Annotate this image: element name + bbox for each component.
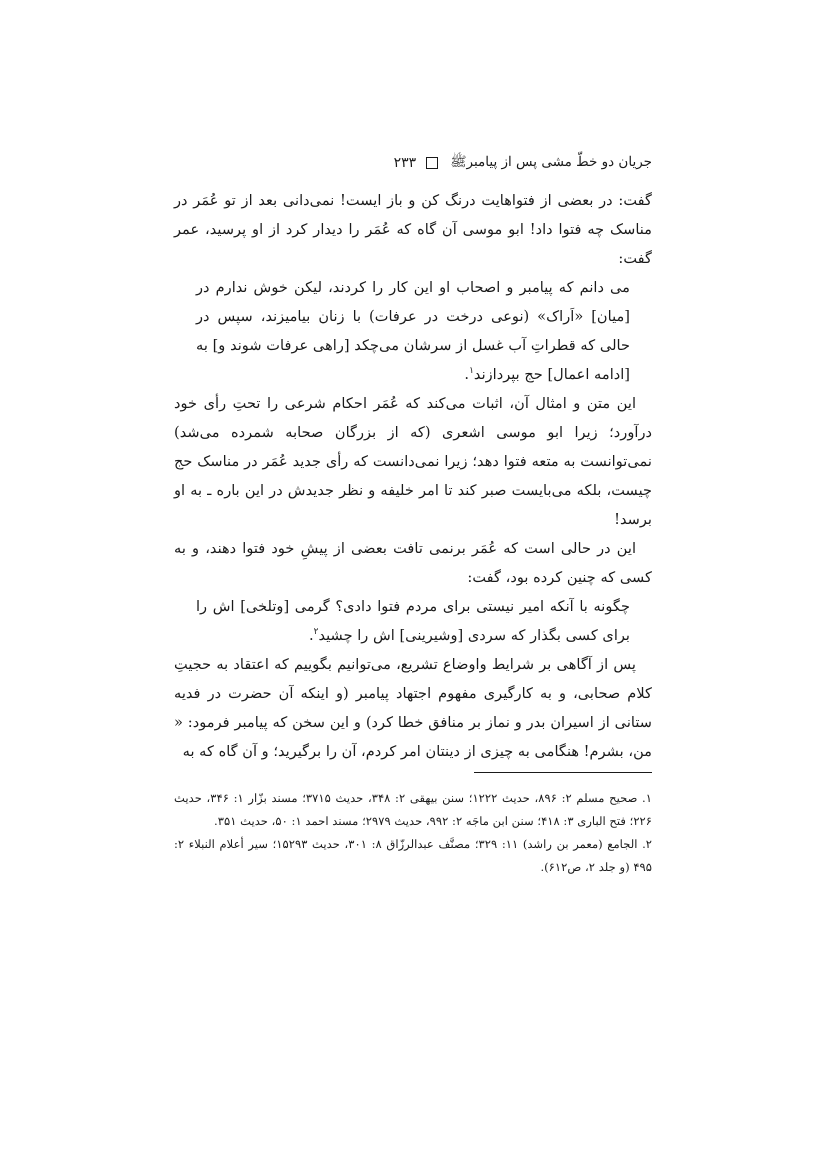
paragraph-1: گفت: در بعضی از فتواهایت درنگ کن و باز ایست! نمی‌دانی بعد از تو عُمَر در مناسک چه فتوا داد! ابو موسی آن گاه که عُمَر را دیدار کرد از او پرسید، عمر گفت: (174, 192, 652, 267)
paragraph-4: پس از آگاهی بر شرایط واوضاع تشریع، می‌توانیم بگوییم که اعتقاد به حجیتِ کلام صحابی، و به کارگیری مفهوم اجتهاد پیامبر (و اینکه آن حضرت در فدیه ستانی از اسیران بدر و نماز بر منافق خطا کرد) و این سخن که پیامبر فرمود: « من، بشرم! هنگامی به چیزی از دینتان امر کردم، آن را برگیرید؛ و آن گاه که به (174, 656, 652, 760)
footnote-ref-2: ۲ (313, 627, 319, 638)
paragraph-2: این متن و امثال آن، اثبات می‌کند که عُمَر احکام شرعی را تحتِ رأی خود درآورد؛ زیرا ابو موسی اشعری (که از بزرگان صحابه شمرده می‌شد) نمی‌توانست به متعه فتوا دهد؛ زیرا نمی‌دانست که رأی جدید عُمَر در مناسک حج چیست، بلکه می‌بایست صبر کند تا امر خلیفه و نظر جدیدش در این باره ـ به او برسد! (174, 395, 652, 528)
footnote-2: ۲. الجامع (معمر بن راشد) ۱۱: ۳۲۹؛ مصنَّف عبدالرزّاق ۸: ۳۰۱، حدیث ۱۵۲۹۳؛ سیر أعلام النبلاء ۲: ۴۹۵ (و جلد ۲، ص۶۱۲). (174, 837, 652, 874)
paragraph-3: این در حالی است که عُمَر برنمی تافت بعضی از پیشِ خود فتوا دهند، و به کسی که چنین کرده بود، گفت: (174, 540, 652, 586)
square-ornament-icon (426, 157, 438, 169)
quote-2: چگونه با آنکه امیر نیستی برای مردم فتوا دادی؟ گرمی [وتلخی] اش را برای کسی بگذار که سردی [وشیرینی] اش را چشید$^۲$. (196, 598, 630, 644)
footnote-1: ۱. صحیح مسلم ۲: ۸۹۶، حدیث ۱۲۲۲؛ سنن بیهقی ۲: ۳۴۸، حدیث ۳۷۱۵؛ مسند بزّار ۱: ۳۴۶، حدیث ۲۲۶؛ فتح الباری ۳: ۴۱۸؛ سنن ابن ماجَه ۲: ۹۹۲، حدیث ۲۹۷۹؛ مسند احمد ۱: ۵۰، حدیث ۳۵۱. (174, 791, 652, 828)
header-title: جریان دو خطّ مشی پس از پیامبرﷺ (450, 154, 652, 170)
quote-2-text: چگونه با آنکه امیر نیستی برای مردم فتوا دادی؟ گرمی [وتلخی] اش را برای کسی بگذار که سردی [وشیرینی] اش را چشید (196, 598, 630, 644)
page-number: ۲۳۳ (393, 155, 417, 171)
footnote-separator (474, 772, 652, 773)
running-header (174, 150, 652, 176)
footnotes (174, 787, 652, 879)
quote-1-text: می دانم که پیامبر و اصحاب او این کار را کردند، لیکن خوش ندارم در [میان] «اَراک» (نوعی درخت در عرفات) با زنان بیامیزند، سپس در حالی که قطراتِ آب غسل از سرشان می‌چکد [راهی عرفات شوند و] به [ادامه اعمال] حج بپردازند (196, 279, 630, 383)
footnote-ref-1: ۱ (469, 366, 474, 377)
book-page (174, 150, 652, 879)
quote-1: می دانم که پیامبر و اصحاب او این کار را کردند، لیکن خوش ندارم در [میان] «اَراک» (نوعی درخت در عرفات) با زنان بیامیزند، سپس در حالی که قطراتِ آب غسل از سرشان می‌چکد [راهی عرفات شوند و] به [ادامه اعمال] حج بپردازند$^۱$. (196, 279, 630, 383)
